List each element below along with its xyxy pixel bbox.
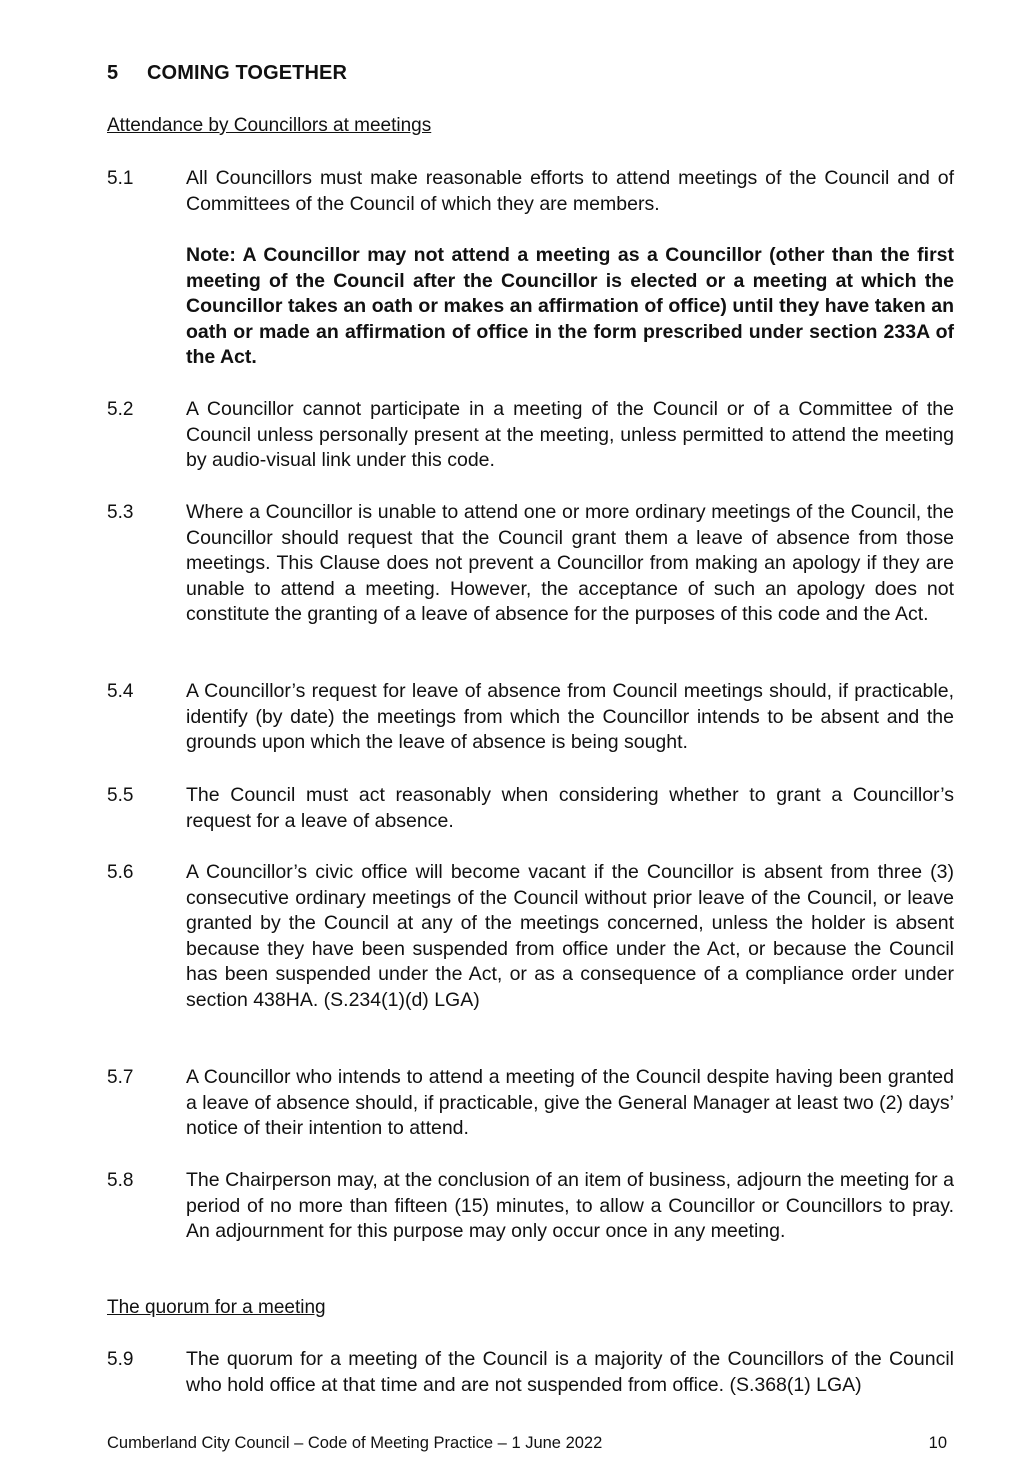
clause-text: The Council must act reasonably when considering whether to grant a Councillor’s request for a leave of absence. [186, 784, 954, 832]
footer-text: Cumberland City Council – Code of Meeting Practice – 1 June 2022 [107, 1434, 603, 1452]
clause-text: A Councillor cannot participate in a meeting of the Council or of a Committee of the Council unless personally present at the meeting, unless permitted to attend the meeting by audio-visual link under this code. [186, 398, 954, 472]
clause-number: 5.5 [107, 785, 134, 806]
clause-5-9 [107, 1347, 955, 1398]
clause-text: All Councillors must make reasonable efforts to attend meetings of the Council and of Committees of the Council of which they are members. [186, 167, 954, 215]
clause-5-7 [107, 1065, 955, 1142]
clause-5-4 [107, 679, 955, 756]
clause-5-1 [107, 166, 955, 217]
clause-5-8 [107, 1168, 955, 1245]
clause-number: 5.1 [107, 168, 134, 189]
clause-number: 5.8 [107, 1170, 134, 1191]
clause-number: 5.4 [107, 681, 134, 702]
clause-5-6 [107, 860, 955, 1014]
clause-number: 5.3 [107, 502, 134, 523]
clause-5-2 [107, 397, 955, 474]
clause-text: Where a Councillor is unable to attend one or more ordinary meetings of the Council, the Councillor should request that the Council grant them a leave of absence from those meetings. This Clause does not prevent a Councillor from making an apology if they are unable to attend a meeting. However, the acceptance of such an apology does not constitute the granting of a leave of absence for the purposes of this code and the Act. [186, 501, 954, 626]
clause-note: Note: A Councillor may not attend a meeting as a Councillor (other than the first meeting of the Council after the Councillor is elected or a meeting at which the Councillor takes an oath or makes an affirmation of office) until they have taken an oath or made an affirmation of office in the form prescribed under section 233A of the Act. [186, 244, 954, 369]
subheading-attendance: Attendance by Councillors at meetings [107, 115, 432, 136]
clause-number: 5.6 [107, 862, 134, 883]
clause-text: A Councillor who intends to attend a meeting of the Council despite having been granted a leave of absence should, if practicable, give the General Manager at least two (2) days’ notice of their intention to attend. [186, 1066, 954, 1140]
page-footer [107, 1434, 947, 1453]
section-title: COMING TOGETHER [147, 62, 348, 84]
clause-text: A Councillor’s request for leave of absence from Council meetings should, if practicable, identify (by date) the meetings from which the Councillor intends to be absent and the grounds upon which the leave of absence is being sought. [186, 680, 954, 754]
page-number: 10 [928, 1434, 947, 1452]
section-heading [107, 62, 347, 85]
clause-number: 5.9 [107, 1349, 134, 1370]
clause-number: 5.2 [107, 399, 134, 420]
clause-text: A Councillor’s civic office will become vacant if the Councillor is absent from three (3) consecutive ordinary meetings of the Council without prior leave of the Council, or leave granted by the Council at any of the meetings concerned, unless the holder is absent because they have been suspended from office under the Act, or because the Council has been suspended under the Act, or as a consequence of a compliance order under section 438HA. (S.234(1)(d) LGA) [186, 861, 954, 1011]
clause-text: The Chairperson may, at the conclusion of an item of business, adjourn the meeting for a period of no more than fifteen (15) minutes, to allow a Councillor or Councillors to pray. An adjournment for this purpose may only occur once in any meeting. [186, 1169, 954, 1243]
clause-text: The quorum for a meeting of the Council is a majority of the Councillors of the Council who hold office at that time and are not suspended from office. (S.368(1) LGA) [186, 1348, 954, 1396]
clause-5-3 [107, 500, 955, 628]
clause-5-5 [107, 783, 955, 834]
clause-number: 5.7 [107, 1067, 134, 1088]
section-number: 5 [107, 62, 119, 84]
subheading-quorum: The quorum for a meeting [107, 1297, 326, 1318]
